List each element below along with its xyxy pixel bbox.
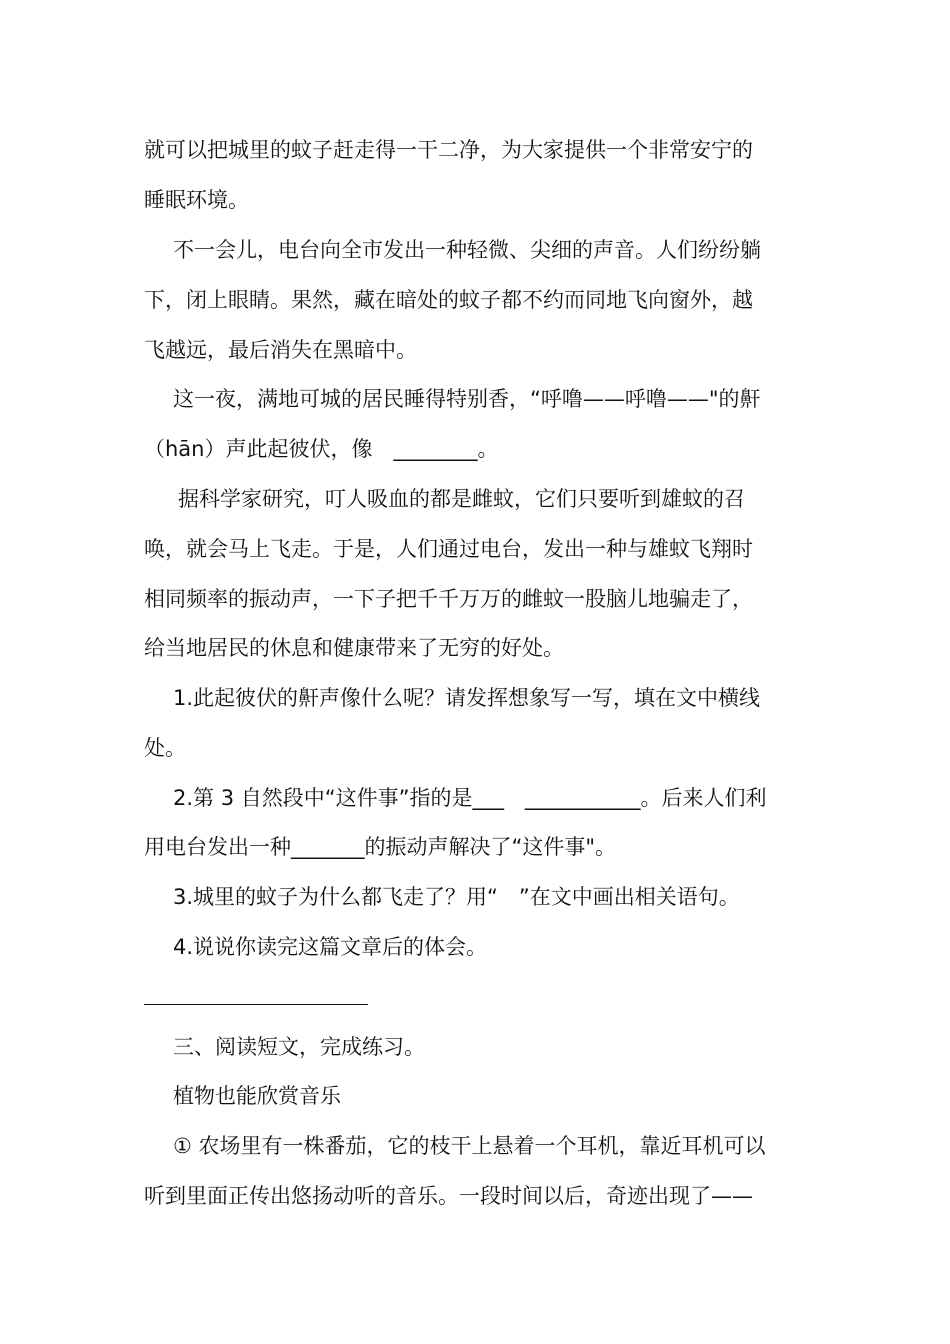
- passage-line: 唤，就会马上飞走。于是，人们通过电台，发出一种与雄蚊飞翔时: [144, 537, 753, 561]
- article-line: ① 农场里有一株番茄，它的枝干上悬着一个耳机，靠近耳机可以: [173, 1134, 766, 1158]
- question-1-cont: 处。: [144, 736, 186, 760]
- answer-line: [144, 1004, 368, 1005]
- passage-line: 给当地居民的休息和健康带来了无穷的好处。: [144, 636, 564, 660]
- passage-line-blank: （hān）声此起彼伏，像 ________。: [144, 437, 499, 461]
- passage-line: 睡眠环境。: [144, 188, 249, 212]
- question-1: 1.此起彼伏的鼾声像什么呢？请发挥想象写一写，填在文中横线: [173, 686, 761, 710]
- passage-line: 据科学家研究，叮人吸血的都是雌蚊，它们只要听到雄蚊的召: [178, 487, 745, 511]
- question-2: 2.第 3 自然段中“这件事”指的是___ ___________。后来人们利: [173, 786, 767, 810]
- passage-line: 就可以把城里的蚊子赶走得一干二净，为大家提供一个非常安宁的: [144, 138, 753, 162]
- question-3: 3.城里的蚊子为什么都飞走了？用“ ”在文中画出相关语句。: [173, 885, 740, 909]
- question-4: 4.说说你读完这篇文章后的体会。: [173, 935, 488, 959]
- article-line: 听到里面正传出悠扬动听的音乐。一段时间以后，奇迹出现了——: [144, 1184, 753, 1208]
- passage-line: 下，闭上眼睛。果然，藏在暗处的蚊子都不约而同地飞向窗外，越: [144, 288, 753, 312]
- passage-line: 这一夜，满地可城的居民睡得特别香，“呼噜——呼噜——"的鼾: [173, 387, 761, 411]
- section-heading: 三、阅读短文，完成练习。: [173, 1035, 425, 1059]
- passage-line: 相同频率的振动声，一下子把千千万万的雌蚊一股脑儿地骗走了，: [144, 587, 753, 611]
- passage-line: 飞越远，最后消失在黑暗中。: [144, 338, 417, 362]
- passage-line: 不一会儿，电台向全市发出一种轻微、尖细的声音。人们纷纷躺: [173, 238, 761, 262]
- question-2-cont: 用电台发出一种_______的振动声解决了“这件事"。: [144, 835, 617, 859]
- article-title: 植物也能欣赏音乐: [173, 1084, 341, 1108]
